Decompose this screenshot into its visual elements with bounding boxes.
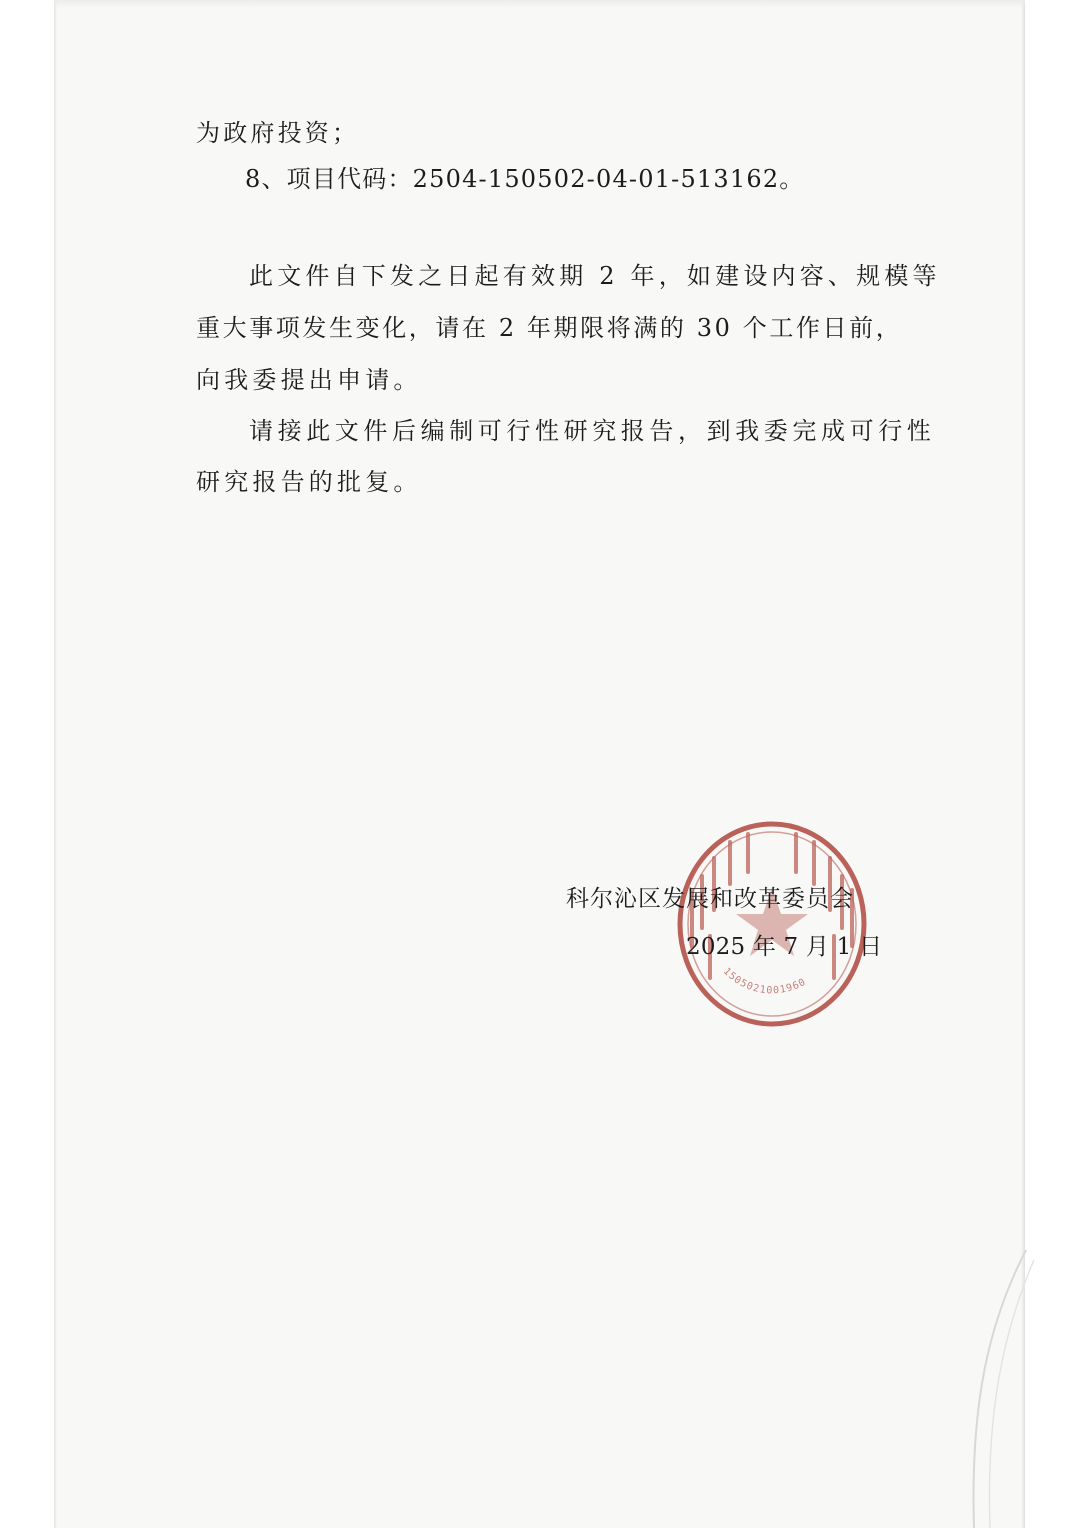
validity-paragraph-line-1: 此文件自下发之日起有效期 2 年，如建设内容、规模等 [249, 262, 941, 290]
issue-date: 2025 年 7 月 1 日 [686, 934, 883, 960]
issuer-name: 科尔沁区发展和改革委员会 [566, 886, 854, 912]
validity-paragraph-line-2: 重大事项发生变化，请在 2 年期限将满的 30 个工作日前， [196, 314, 903, 342]
scan-edge-left [54, 0, 57, 1528]
report-paragraph-line-1: 请接此文件后编制可行性研究报告，到我委完成可行性 [249, 417, 936, 445]
document-page [54, 0, 1025, 1528]
paper-fold-mark [930, 1250, 1040, 1528]
svg-text:1505021001960 [721, 966, 808, 996]
scan-top-edge [54, 0, 1025, 8]
body-line-1: 为政府投资； [196, 119, 360, 147]
official-seal-icon [674, 818, 870, 1030]
report-paragraph-line-2: 研究报告的批复。 [196, 468, 422, 496]
project-code-line: 8、项目代码：2504-150502-04-01-513162。 [245, 165, 805, 193]
validity-paragraph-line-3: 向我委提出申请。 [196, 366, 422, 394]
seal-number: 1505021001960 [720, 965, 809, 997]
